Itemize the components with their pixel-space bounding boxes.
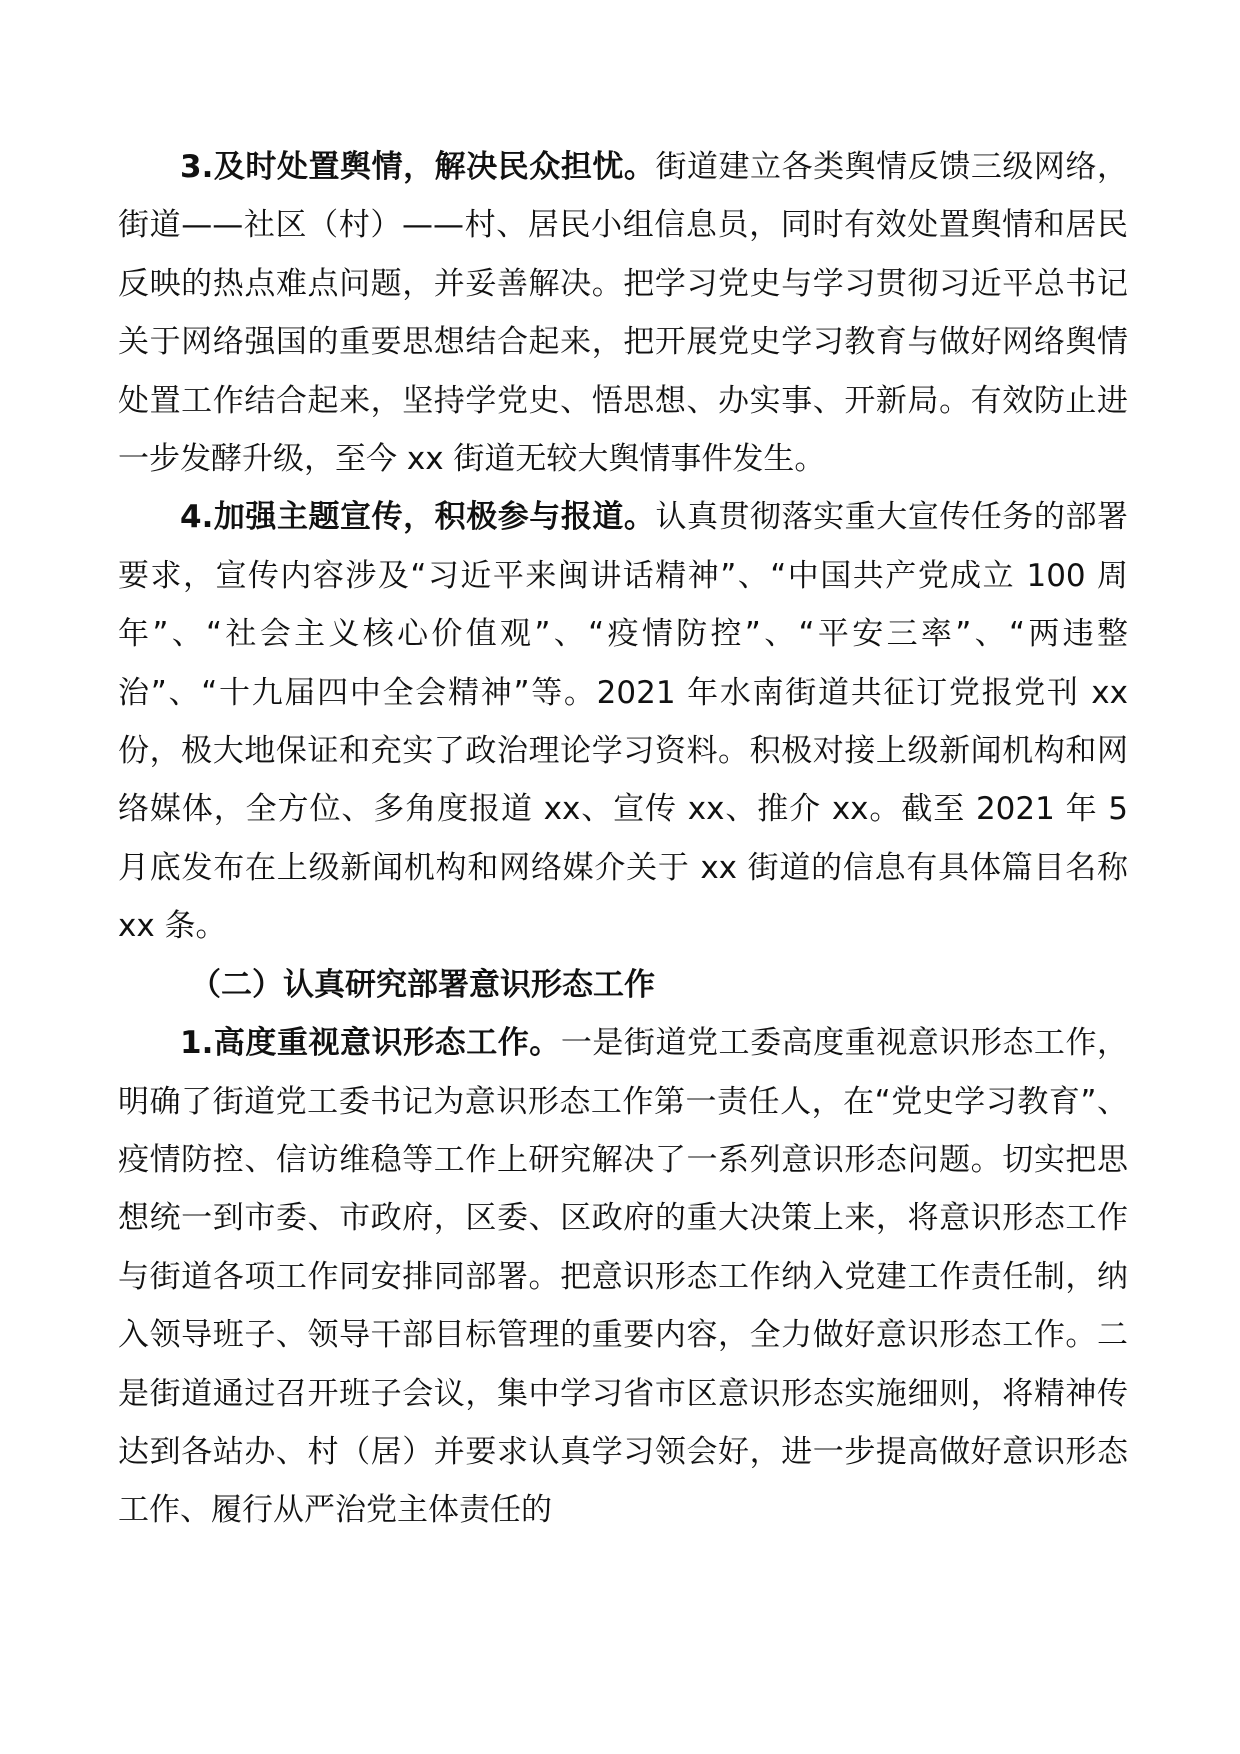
paragraph-lead: 1.高度重视意识形态工作。 xyxy=(180,1025,561,1062)
document-body xyxy=(118,138,1128,1540)
paragraph-text: 一是街道党工委高度重视意识形态工作，明确了街道党工委书记为意识形态工作第一责任人，在“党史学习教育”、疫情防控、信访维稳等工作上研究解决了一系列意识形态问题。切实把思想统一到市委、市政府，区委、区政府的重大决策上来，将意识形态工作与街道各项工作同安排同部署。把意识形态工作纳入党建工作责任制，纳入领导班子、领导干部目标管理的重要内容，全力做好意识形态工作。二是街道通过召开班子会议，集中学习省市区意识形态实施细则，将精神传达到各站办、村（居）并要求认真学习领会好，进一步提高做好意识形态工作、履行从严治党主体责任的 xyxy=(118,1025,1128,1529)
paragraph-text: 认真贯彻落实重大宣传任务的部署要求，宣传内容涉及“习近平来闽讲话精神”、“中国共产党成立 100 周年”、“社会主义核心价值观”、“疫情防控”、“平安三率”、“两违整治”、“十九届四中全会精神”等。2021 年水南街道共征订党报党刊 xx 份，极大地保证和充实了政治理论学习资料。积极对接上级新闻机构和网络媒体，全方位、多角度报道 xx、宣传 xx、推介 xx。截至 2021 年 5 月底发布在上级新闻机构和网络媒介关于 xx 街道的信息有具体篇目名称 xx 条。 xyxy=(118,499,1128,945)
paragraph-publicity xyxy=(118,488,1128,955)
paragraph-lead: 3.及时处置舆情，解决民众担忧。 xyxy=(180,149,656,185)
paragraph-public-opinion xyxy=(118,138,1128,488)
paragraph-text: 街道建立各类舆情反馈三级网络，街道——社区（村）——村、居民小组信息员，同时有效处置舆情和居民反映的热点难点问题，并妥善解决。把学习党史与学习贯彻习近平总书记关于网络强国的重要思想结合起来，把开展党史学习教育与做好网络舆情处置工作结合起来，坚持学党史、悟思想、办实事、开新局。有效防止进一步发酵升级，至今 xx 街道无较大舆情事件发生。 xyxy=(118,149,1128,478)
paragraph-lead: 4.加强主题宣传，积极参与报道。 xyxy=(180,499,656,536)
section-heading: （二）认真研究部署意识形态工作 xyxy=(190,966,655,1003)
paragraph-ideology xyxy=(118,1014,1128,1540)
